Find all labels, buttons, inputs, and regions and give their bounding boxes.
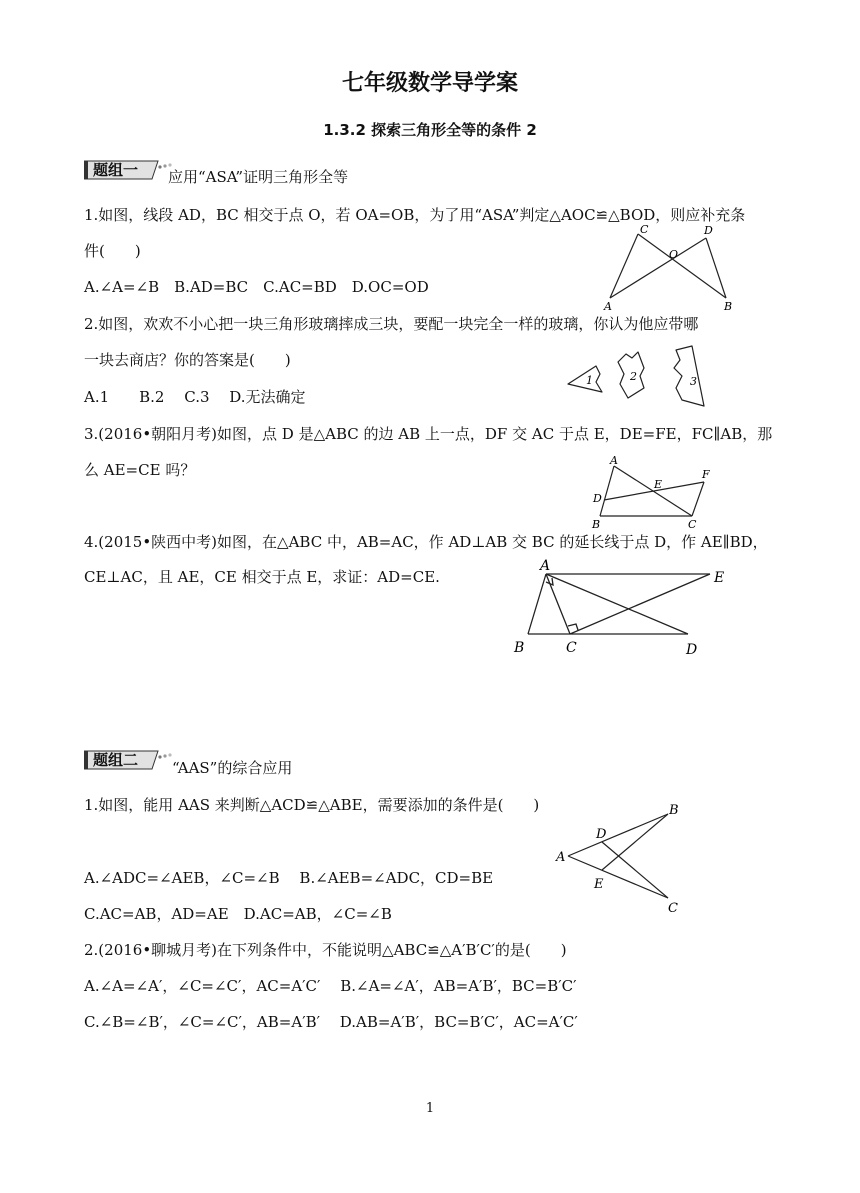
figure-q2-glass-pieces	[564, 344, 714, 410]
group1-heading: 应用“ASA”证明三角形全等	[168, 168, 349, 186]
fig2-label-piece1: 1	[586, 374, 593, 387]
g1-q4-line1: 4.(2015•陕西中考)如图，在△ABC 中，AB=AC，作 AD⊥AB 交 BC 的延长线于点 D，作 AE∥BD，	[84, 533, 768, 551]
g1-q3-line1: 3.(2016•朝阳月考)如图，点 D 是△ABC 的边 AB 上一点，DF 交 AC 于点 E，DE=FE，FC∥AB，那	[84, 425, 773, 443]
fig3-label-f: F	[702, 468, 710, 481]
g2-q1-options-ab: A.∠ADC=∠AEB，∠C=∠B B.∠AEB=∠ADC，CD=BE	[84, 869, 494, 887]
fig2-label-piece2: 2	[630, 370, 637, 383]
page-title: 七年级数学导学案	[341, 71, 518, 96]
group2-badge-label: 题组二	[93, 751, 139, 769]
fig3-label-c: C	[688, 518, 697, 531]
fig3-label-d: D	[593, 492, 602, 505]
fig4-label-e: E	[714, 570, 725, 586]
fig5-label-c: C	[668, 901, 678, 916]
lesson-subtitle: 1.3.2 探索三角形全等的条件 2	[323, 121, 537, 139]
g1-q1-line1: 1.如图，线段 AD，BC 相交于点 O，若 OA=OB，为了用“ASA”判定△AOC≌△BOD，则应补充条	[84, 206, 746, 224]
fig4-label-d: D	[686, 642, 698, 658]
figure-q4-triangle	[510, 556, 735, 660]
fig2-label-piece3: 3	[690, 375, 697, 388]
g1-q4-line2: CE⊥AC，且 AE，CE 相交于点 E，求证：AD=CE.	[84, 568, 440, 586]
g2-q2-line1: 2.(2016•聊城月考)在下列条件中，不能说明△ABC≌△A′B′C′的是( )	[84, 941, 567, 959]
figure-q3-triangle	[590, 452, 720, 532]
g1-q2-line1: 2.如图，欢欢不小心把一块三角形玻璃摔成三块，要配一块完全一样的玻璃，你认为他应带哪	[84, 315, 699, 333]
g1-q2-options: A.1 B.2 C.3 D.无法确定	[84, 388, 306, 406]
group1-badge-label: 题组一	[93, 161, 139, 179]
g1-q1-line2: 件( )	[84, 242, 141, 260]
g1-q1-options: A.∠A=∠B B.AD=BC C.AC=BD D.OC=OD	[84, 278, 429, 296]
fig1-label-c: C	[640, 223, 649, 236]
fig4-label-a: A	[540, 558, 551, 574]
fig1-label-b: B	[724, 300, 733, 313]
fig4-label-b: B	[514, 640, 525, 656]
g1-q2-line2: 一块去商店？你的答案是( )	[84, 351, 291, 369]
g2-q2-options-ab: A.∠A=∠A′，∠C=∠C′，AC=A′C′ B.∠A=∠A′，AB=A′B′，BC=B′C′	[84, 977, 577, 995]
figure-q1-crossing-triangles	[598, 222, 743, 314]
figure-q5-triangles	[552, 800, 692, 918]
fig5-label-a: A	[556, 850, 566, 865]
fig1-label-o: O	[669, 248, 679, 261]
g2-q2-options-cd: C.∠B=∠B′，∠C=∠C′，AB=A′B′ D.AB=A′B′，BC=B′C′，AC=A′C′	[84, 1013, 578, 1031]
fig3-label-b: B	[592, 518, 601, 531]
fig5-label-b: B	[669, 803, 679, 818]
fig4-label-c: C	[566, 640, 577, 656]
g1-q3-line2: 么 AE=CE 吗？	[84, 461, 196, 479]
group2-heading: “AAS”的综合应用	[172, 759, 293, 777]
fig5-label-e: E	[594, 877, 604, 892]
page-number: 1	[425, 1101, 435, 1116]
fig3-label-a: A	[610, 454, 618, 467]
fig1-label-a: A	[604, 300, 612, 313]
g2-q1-line1: 1.如图，能用 AAS 来判断△ACD≌△ABE，需要添加的条件是( )	[84, 796, 540, 814]
fig5-label-d: D	[596, 827, 607, 842]
fig1-label-d: D	[704, 224, 713, 237]
g2-q1-options-cd: C.AC=AB，AD=AE D.AC=AB，∠C=∠B	[84, 905, 392, 923]
fig3-label-e: E	[654, 478, 663, 491]
